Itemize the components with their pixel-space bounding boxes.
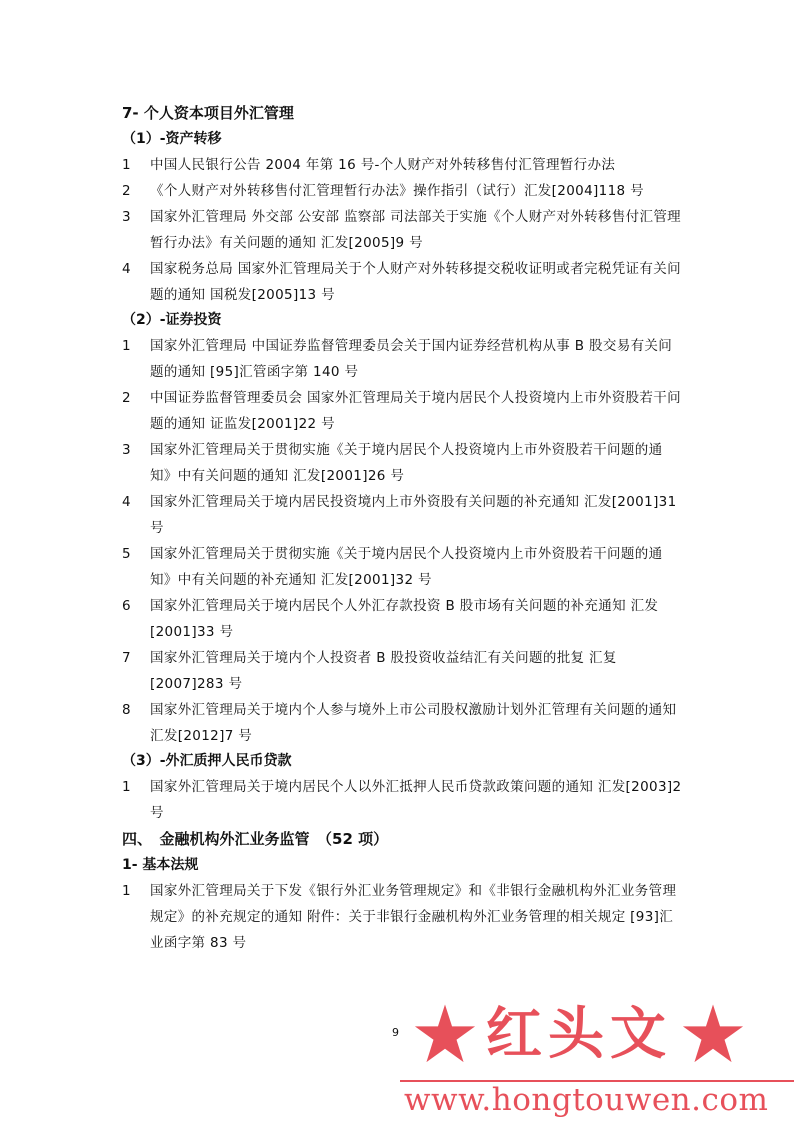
list-item xyxy=(122,437,682,489)
item-number: 1 xyxy=(122,883,131,899)
item-text: 国家外汇管理局关于境内个人投资者 B 股投资收益结汇有关问题的批复 汇复[2007]283 号 xyxy=(150,650,617,692)
item-number: 2 xyxy=(122,183,131,199)
item-number: 2 xyxy=(122,390,131,406)
list-item xyxy=(122,152,682,178)
list-item xyxy=(122,385,682,437)
subsection-basic-regulations-heading: 1- 基本法规 xyxy=(122,857,199,873)
star-icon xyxy=(680,1002,746,1066)
watermark-banner xyxy=(412,1002,746,1066)
subsection-securities-heading: （2）-证券投资 xyxy=(122,312,222,328)
item-text: 国家税务总局 国家外汇管理局关于个人财产对外转移提交税收证明或者完税凭证有关问题的通知 国税发[2005]13 号 xyxy=(150,261,681,303)
list-item xyxy=(122,878,682,956)
item-number: 3 xyxy=(122,442,131,458)
item-text: 国家外汇管理局关于贯彻实施《关于境内居民个人投资境内上市外资股若干问题的通知》中有关问题的补充通知 汇发[2001]32 号 xyxy=(150,546,663,588)
item-number: 3 xyxy=(122,209,131,225)
list-item xyxy=(122,256,682,308)
item-number: 1 xyxy=(122,157,131,173)
item-text: 《个人财产对外转移售付汇管理暂行办法》操作指引（试行）汇发[2004]118 号 xyxy=(150,183,644,199)
section-7-heading: 7- 个人资本项目外汇管理 xyxy=(122,104,294,122)
item-text: 国家外汇管理局关于境内居民个人以外汇抵押人民币贷款政策问题的通知 汇发[2003]2 号 xyxy=(150,779,682,821)
item-text: 国家外汇管理局 中国证券监督管理委员会关于国内证券经营机构从事 B 股交易有关问题的通知 [95]汇管函字第 140 号 xyxy=(150,338,673,380)
item-text: 国家外汇管理局 外交部 公安部 监察部 司法部关于实施《个人财产对外转移售付汇管理暂行办法》有关问题的通知 汇发[2005]9 号 xyxy=(150,209,682,251)
list-item xyxy=(122,774,682,826)
item-number: 7 xyxy=(122,650,131,666)
list-item xyxy=(122,333,682,385)
item-number: 8 xyxy=(122,702,131,718)
watermark-url: www.hongtouwen.com xyxy=(404,1082,769,1118)
star-icon xyxy=(412,1002,478,1066)
subsection-fx-pledge-heading: （3）-外汇质押人民币贷款 xyxy=(122,753,292,769)
list-item xyxy=(122,593,682,645)
watermark-title: 红头文 xyxy=(486,1001,672,1067)
item-text: 国家外汇管理局关于境内个人参与境外上市公司股权激励计划外汇管理有关问题的通知 汇发[2012]7 号 xyxy=(150,702,691,744)
list-item xyxy=(122,204,682,256)
list-item xyxy=(122,697,691,749)
item-number: 1 xyxy=(122,338,131,354)
subsection-asset-transfer-heading: （1）-资产转移 xyxy=(122,131,222,147)
item-text: 国家外汇管理局关于境内居民个人外汇存款投资 B 股市场有关问题的补充通知 汇发[2001]33 号 xyxy=(150,598,659,640)
page-number: 9 xyxy=(392,1026,399,1039)
list-item xyxy=(122,178,682,204)
item-text: 国家外汇管理局关于境内居民投资境内上市外资股有关问题的补充通知 汇发[2001]31 号 xyxy=(150,494,677,536)
list-item xyxy=(122,489,682,541)
item-text: 中国证券监督管理委员会 国家外汇管理局关于境内居民个人投资境内上市外资股若干问题的通知 证监发[2001]22 号 xyxy=(150,390,681,432)
item-number: 1 xyxy=(122,779,131,795)
document-body xyxy=(122,100,691,956)
section-4-heading: 四、 金融机构外汇业务监管 （52 项） xyxy=(122,830,389,848)
list-item xyxy=(122,645,682,697)
item-number: 5 xyxy=(122,546,131,562)
item-number: 4 xyxy=(122,261,131,277)
item-text: 国家外汇管理局关于贯彻实施《关于境内居民个人投资境内上市外资股若干问题的通知》中有关问题的通知 汇发[2001]26 号 xyxy=(150,442,663,484)
watermark xyxy=(400,998,794,1123)
item-text: 中国人民银行公告 2004 年第 16 号-个人财产对外转移售付汇管理暂行办法 xyxy=(150,157,616,173)
item-text: 国家外汇管理局关于下发《银行外汇业务管理规定》和《非银行金融机构外汇业务管理规定》的补充规定的通知 附件：关于非银行金融机构外汇业务管理的相关规定 [93]汇业函字第 83 号 xyxy=(150,883,677,951)
item-number: 4 xyxy=(122,494,131,510)
list-item xyxy=(122,541,682,593)
item-number: 6 xyxy=(122,598,131,614)
